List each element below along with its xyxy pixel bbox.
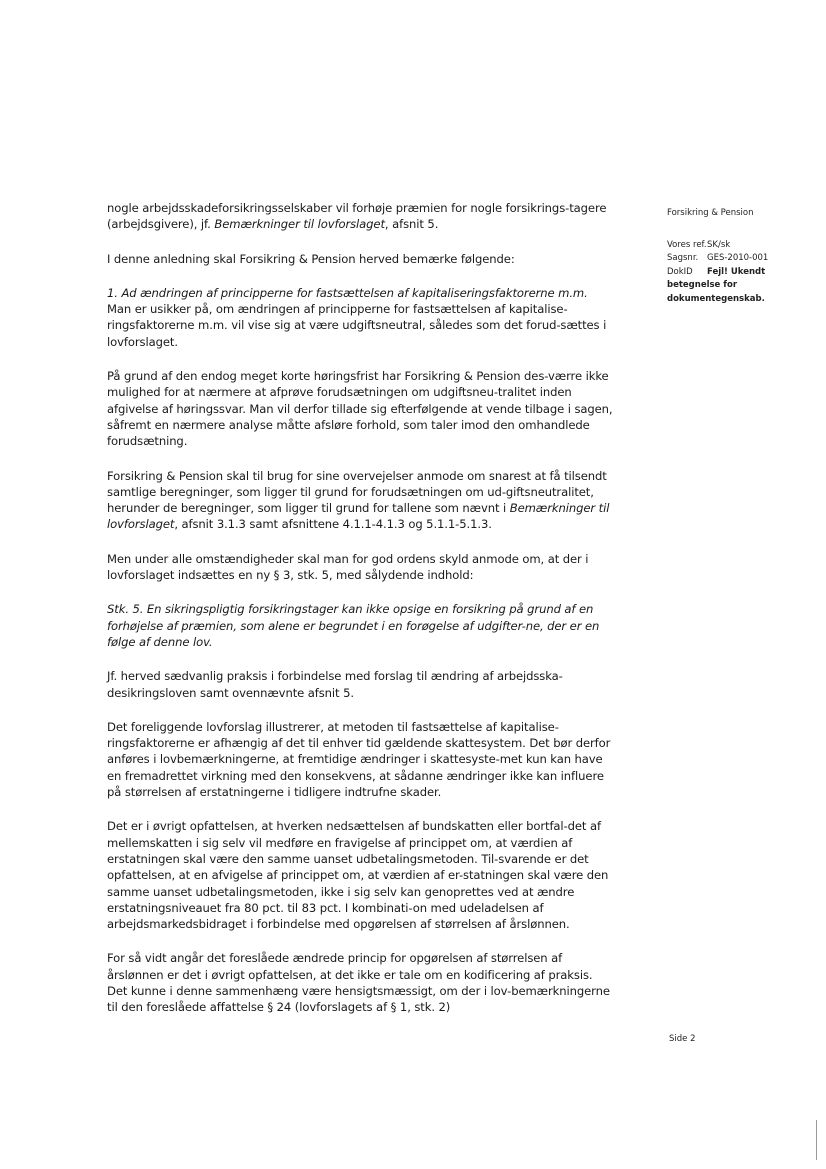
meta-row-reference [667, 239, 817, 253]
paragraph-intro: nogle arbejdsskadeforsikringsselskaber vil forhøje præmien for nogle forsikrings-tagere (arbejdsgivere), jf. Bemærkninger til lovforslaget, afsnit 5. [107, 201, 607, 232]
meta-label: Vores ref. [667, 239, 707, 250]
meta-row-case-number [667, 252, 817, 266]
meta-row-doc-id [667, 266, 817, 280]
meta-value: GES-2010-001 [707, 253, 769, 263]
scan-edge-line [816, 1120, 817, 1160]
paragraph-proposed-provision: Men under alle omstændigheder skal man for god ordens skyld anmode om, at der i lovforslaget indsættes en ny § 3, stk. 5, med sålydende indhold: [107, 551, 589, 583]
paragraph-hearing-deadline: På grund af den endog meget korte høringsfrist har Forsikring & Pension des-værre ikke mulighed for at nærmere at afprøve forudsætningen om udgiftsneu-tralitet inden afgivelse af høringssvar. Man vil derfor tillade sig efterfølgende at vende tilbage i sagen, såfremt en nærmere analyse måtte afsløre forhold, som taler imod den omhandlede forudsætning. [107, 369, 613, 449]
meta-label: Sagsnr. [667, 253, 699, 263]
organization-name: Forsikring & Pension [667, 208, 754, 218]
page-number: Side 2 [669, 1034, 696, 1044]
paragraph-request-calculations: Forsikring & Pension skal til brug for sine overvejelser anmode om snarest at få tilsendt samtlige beregninger, som ligger til grund for forudsætningen om ud-giftsneutralitet, herunder de beregninger, som ligger til grund for tallene som nævnt i Bemærkninger til lovforslaget, afsnit 3.1.3 samt afsnittene 4.1.1-4.1.3 og 5.1.1-5.1.3. [107, 468, 610, 532]
paragraph-uncertainty: Man er usikker på, om ændringen af principperne for fastsættelsen af kapitalise-ringsfaktorerne m.m. vil vise sig at være udgiftsneutral, således som det forud-sættes i lovforslaget. [107, 302, 607, 349]
meta-label: DokID [667, 266, 693, 277]
sidebar-meta [667, 207, 817, 306]
paragraph-tax-system: Det foreliggende lovforslag illustrerer, at metoden til fastsættelse af kapitalise-ringsfaktorerne er afhængig af det til enhver tid gældende skattesystem. Det bør derfor anføres i lovbemærkningerne, at fremtidige ændringer i skattesyste-met kun kan have en fremadrettet virkning med den konsekvens, at sådanne ændringer ikke kan influere på størrelsen af erstatningerne i tidligere indtrufne skader. [107, 719, 611, 800]
meta-value: SK/sk [707, 239, 731, 250]
letter-body [107, 200, 615, 1034]
paragraph-annual-salary: For så vidt angår det foreslåede ændrede princip for opgørelsen af størrelsen af årslønnen er det i øvrigt opfattelsen, at det ikke er tale om en kodificering af praksis. Det kunne i denne sammenhæng være hensigtsmæssigt, om der i lov-bemærkningerne til den foreslåede affattelse § 24 (lovforslagets af § 1, stk. 2) [107, 951, 610, 1015]
quoted-provision: Stk. 5. En sikringspligtig forsikringstager kan ikke opsige en forsikring på grund af en forhøjelse af præmien, som alene er begrundet i en forøgelse af udgifter-ne, der er en følge af denne lov. [107, 602, 600, 649]
section-heading: 1. Ad ændringen af principperne for fastsættelsen af kapitaliseringsfaktorerne m.m. [107, 285, 588, 300]
paragraph-opinion: Det er i øvrigt opfattelsen, at hverken nedsættelsen af bundskatten eller bortfal-det af mellemskatten i sig selv vil medføre en fravigelse af princippet om, at værdien af erstatningen skal være den samme uanset udbetalingsmetoden. Til-svarende er det opfattelsen, at en afvigelse af princippet om, at værdien af er-statningen skal være den samme uanset udbetalingsmetoden, ikke i sig selv kan genoprettes ved at ændre erstatningsniveauet fra 80 pct. til 83 pct. I kombinati-on med udeladelsen af arbejdsmarkedsbidraget i forbindelse med opgørelsen af størrelsen af årslønnen. [107, 819, 609, 932]
doc-id-continuation: betegnelse for dokumentegenskab. [667, 280, 765, 304]
meta-value: Fejl! Ukendt [707, 266, 766, 277]
paragraph-announcement: I denne anledning skal Forsikring & Pension herved bemærke følgende: [107, 251, 515, 266]
paragraph-practice-reference: Jf. herved sædvanlig praksis i forbindelse med forslag til ændring af arbejdsska-desikringsloven samt ovennævnte afsnit 5. [107, 669, 563, 700]
